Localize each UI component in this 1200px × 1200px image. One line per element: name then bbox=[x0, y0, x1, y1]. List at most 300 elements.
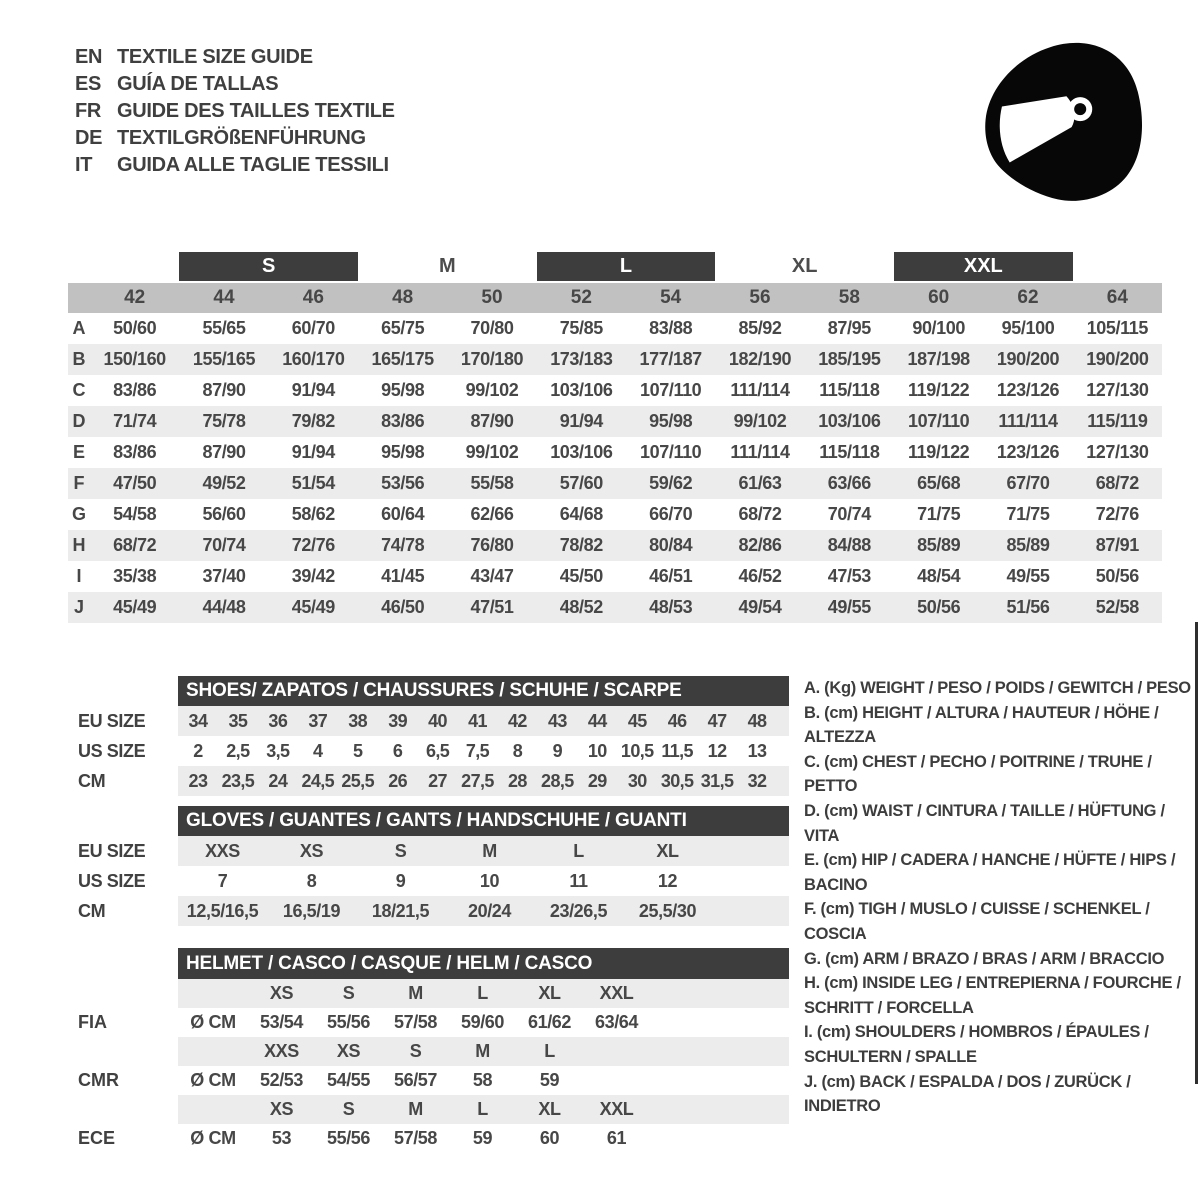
table-row bbox=[178, 836, 789, 866]
measurement-rows bbox=[68, 313, 1162, 623]
size-value-cell: 39/42 bbox=[291, 566, 335, 586]
right-edge-line bbox=[1195, 622, 1198, 1084]
racing-helmet-icon bbox=[972, 30, 1154, 202]
size-value-cell: 49/54 bbox=[738, 597, 782, 617]
size-band-xl: XL bbox=[791, 255, 818, 277]
size-value-cell: 70/74 bbox=[202, 535, 246, 555]
size-value-cell: 48/52 bbox=[559, 597, 603, 617]
size-value-cell: 79/82 bbox=[291, 411, 335, 431]
glove-size-cell: 11 bbox=[569, 870, 588, 891]
shoes-table bbox=[178, 676, 789, 796]
size-value-cell: 74/78 bbox=[381, 535, 425, 555]
glove-size-cell: XS bbox=[299, 840, 324, 861]
shoe-size-cell: 40 bbox=[428, 710, 447, 731]
shoes-title-bar: SHOES/ ZAPATOS / CHAUSSURES / SCHUHE / SCARPE bbox=[178, 676, 789, 706]
size-value-cell: 45/49 bbox=[291, 597, 335, 617]
size-value-cell: 70/80 bbox=[470, 318, 514, 338]
size-value-cell: 115/118 bbox=[819, 442, 880, 462]
unit-cell: Ø CM bbox=[190, 1012, 236, 1032]
table-row bbox=[68, 406, 1162, 437]
shoe-size-cell: 27 bbox=[428, 770, 447, 791]
helmet-size-cell: M bbox=[408, 983, 423, 1003]
helmet-value-cell: 57/58 bbox=[393, 1128, 438, 1148]
size-value-cell: 107/110 bbox=[640, 442, 702, 462]
legend-item: E. (cm) HIP / CADERA / HANCHE / HÜFTE / HIPS / BACINO bbox=[804, 851, 1176, 894]
table-row bbox=[68, 499, 1162, 530]
helmet-size-cell: L bbox=[544, 1041, 555, 1061]
row-key: I bbox=[76, 566, 82, 586]
size-value-cell: 48/53 bbox=[649, 597, 693, 617]
size-value-cell: 82/86 bbox=[738, 535, 782, 555]
shoe-size-cell: 46 bbox=[667, 710, 687, 731]
size-value-cell: 49/55 bbox=[1006, 566, 1050, 586]
helmet-value-cell: 53/54 bbox=[259, 1012, 304, 1032]
shoe-size-cell: 31,5 bbox=[700, 770, 734, 791]
size-value-cell: 50/56 bbox=[917, 597, 961, 617]
size-value-cell: 87/90 bbox=[202, 442, 246, 462]
size-value-cell: 75/78 bbox=[202, 411, 246, 431]
shoe-size-cell: 30,5 bbox=[660, 770, 694, 791]
numeric-size-cell: 42 bbox=[124, 287, 146, 308]
shoe-size-cell: 41 bbox=[468, 710, 487, 731]
size-value-cell: 103/106 bbox=[550, 380, 613, 400]
helmet-size-cell: XS bbox=[269, 983, 294, 1003]
size-value-cell: 87/90 bbox=[470, 411, 514, 431]
size-value-cell: 53/56 bbox=[381, 473, 425, 493]
shoes-row-label-us: US SIZE bbox=[78, 740, 146, 761]
shoe-size-cell: 2,5 bbox=[226, 740, 250, 761]
size-value-cell: 68/72 bbox=[113, 535, 157, 555]
gloves-table bbox=[178, 806, 789, 926]
size-band-m: M bbox=[438, 255, 456, 277]
helmet-value-row bbox=[178, 1066, 789, 1095]
size-value-cell: 182/190 bbox=[728, 349, 792, 369]
numeric-size-cell: 50 bbox=[481, 287, 503, 308]
helmet-size-cell: XL bbox=[538, 983, 561, 1003]
size-value-cell: 57/60 bbox=[559, 473, 603, 493]
helmet-size-header-row bbox=[178, 979, 789, 1008]
measurement-legend bbox=[804, 676, 1200, 1119]
size-value-cell: 63/66 bbox=[827, 473, 871, 493]
shoe-size-cell: 42 bbox=[508, 710, 527, 731]
helmet-size-cell: XXL bbox=[599, 1099, 634, 1119]
letter-band-row bbox=[68, 252, 1162, 281]
numeric-size-cell: 60 bbox=[928, 287, 950, 308]
size-value-cell: 35/38 bbox=[113, 566, 157, 586]
size-value-cell: 85/89 bbox=[1006, 535, 1050, 555]
row-key: C bbox=[72, 380, 86, 400]
size-value-cell: 65/68 bbox=[917, 473, 961, 493]
helmet-value-cell: 59/60 bbox=[460, 1012, 505, 1032]
language-title: GUIDA ALLE TAGLIE TESSILI bbox=[117, 154, 389, 176]
size-value-cell: 71/75 bbox=[917, 504, 961, 524]
size-value-cell: 68/72 bbox=[738, 504, 782, 524]
size-value-cell: 80/84 bbox=[649, 535, 693, 555]
glove-size-cell: 23/26,5 bbox=[549, 900, 608, 921]
size-value-cell: 48/54 bbox=[917, 566, 961, 586]
size-value-cell: 103/106 bbox=[818, 411, 881, 431]
size-value-cell: 99/102 bbox=[465, 442, 519, 462]
language-code: DE bbox=[75, 127, 103, 149]
size-value-cell: 47/53 bbox=[827, 566, 871, 586]
shoe-size-cell: 37 bbox=[308, 710, 328, 731]
helmet-size-cell: M bbox=[408, 1099, 423, 1119]
language-row bbox=[75, 152, 395, 179]
size-value-cell: 58/62 bbox=[291, 504, 335, 524]
glove-size-cell: 20/24 bbox=[467, 900, 512, 921]
size-value-cell: 76/80 bbox=[470, 535, 514, 555]
row-key: B bbox=[72, 349, 86, 369]
row-key: J bbox=[73, 597, 84, 617]
gloves-row-label-eu: EU SIZE bbox=[78, 840, 146, 861]
table-row bbox=[68, 468, 1162, 499]
shoe-size-cell: 26 bbox=[388, 770, 408, 791]
shoe-size-cell: 27,5 bbox=[461, 770, 494, 791]
helmet-value-cell: 57/58 bbox=[393, 1012, 438, 1032]
size-value-cell: 95/98 bbox=[381, 380, 425, 400]
size-value-cell: 95/100 bbox=[1001, 318, 1055, 338]
size-value-cell: 61/63 bbox=[738, 473, 782, 493]
helmet-size-cell: M bbox=[475, 1041, 490, 1061]
numeric-size-cell: 64 bbox=[1106, 287, 1128, 308]
legend-item: J. (cm) BACK / ESPALDA / DOS / ZURÜCK / INDIETRO bbox=[804, 1072, 1131, 1116]
helmet-value-cell: 56/57 bbox=[393, 1070, 438, 1090]
helmet-value-cell bbox=[583, 1066, 650, 1095]
helmet-value-cell: 55/56 bbox=[326, 1128, 371, 1148]
size-value-cell: 45/50 bbox=[559, 566, 603, 586]
helmet-size-header-row bbox=[178, 1037, 789, 1066]
size-value-cell: 185/195 bbox=[818, 349, 881, 369]
size-value-cell: 49/52 bbox=[202, 473, 246, 493]
size-value-cell: 160/170 bbox=[282, 349, 345, 369]
shoe-size-cell: 9 bbox=[552, 740, 563, 761]
table-row bbox=[178, 896, 789, 926]
glove-size-cell: M bbox=[482, 840, 497, 861]
shoe-size-cell: 36 bbox=[268, 710, 288, 731]
language-header bbox=[75, 44, 395, 179]
size-value-cell: 170/180 bbox=[460, 349, 524, 369]
legend-item: D. (cm) WAIST / CINTURA / TAILLE / HÜFTUNG / VITA bbox=[804, 801, 1165, 845]
size-value-cell: 107/110 bbox=[908, 411, 970, 431]
size-value-cell: 83/86 bbox=[381, 411, 425, 431]
size-band-l: L bbox=[537, 252, 716, 281]
shoes-row-label-eu: EU SIZE bbox=[78, 710, 146, 731]
size-value-cell: 52/58 bbox=[1095, 597, 1139, 617]
helmet-size-cell: XS bbox=[269, 1099, 294, 1119]
helmet-size-cell: S bbox=[342, 1099, 355, 1119]
size-value-cell: 78/82 bbox=[559, 535, 603, 555]
size-value-cell: 55/65 bbox=[202, 318, 246, 338]
size-value-cell: 75/85 bbox=[559, 318, 603, 338]
gloves-row-label-cm: CM bbox=[78, 900, 106, 921]
size-value-cell: 51/54 bbox=[291, 473, 335, 493]
shoe-size-cell: 8 bbox=[512, 740, 523, 761]
size-value-cell: 71/75 bbox=[1006, 504, 1050, 524]
table-row bbox=[68, 344, 1162, 375]
helmet-value-cell: 59 bbox=[472, 1128, 493, 1148]
size-value-cell: 99/102 bbox=[733, 411, 787, 431]
numeric-size-cell: 58 bbox=[838, 287, 860, 308]
shoe-size-cell: 28,5 bbox=[541, 770, 574, 791]
language-title: GUÍA DE TALLAS bbox=[117, 73, 279, 95]
size-band-xxl: XXL bbox=[894, 252, 1073, 281]
glove-size-cell: XXS bbox=[205, 840, 240, 861]
size-value-cell: 165/175 bbox=[371, 349, 434, 369]
size-value-cell: 51/56 bbox=[1006, 597, 1050, 617]
row-key: A bbox=[72, 318, 86, 338]
size-value-cell: 90/100 bbox=[912, 318, 965, 338]
size-value-cell: 107/110 bbox=[640, 380, 702, 400]
helmet-value-cell: 53 bbox=[271, 1128, 292, 1148]
size-value-cell: 45/49 bbox=[113, 597, 157, 617]
language-row bbox=[75, 71, 395, 98]
size-value-cell: 91/94 bbox=[291, 442, 335, 462]
standard-label-fia: FIA bbox=[78, 1012, 107, 1032]
shoe-size-cell: 44 bbox=[587, 710, 607, 731]
shoe-size-cell: 23 bbox=[188, 770, 208, 791]
numeric-size-cell: 54 bbox=[660, 287, 682, 308]
size-value-cell: 47/51 bbox=[470, 597, 514, 617]
table-row bbox=[178, 706, 789, 736]
size-value-cell: 44/48 bbox=[202, 597, 246, 617]
table-row bbox=[68, 561, 1162, 592]
helmet-value-cell: 58 bbox=[472, 1070, 493, 1090]
size-value-cell: 115/119 bbox=[1087, 411, 1148, 431]
legend-item: B. (cm) HEIGHT / ALTURA / HAUTEUR / HÖHE / ALTEZZA bbox=[804, 703, 1159, 747]
row-key: G bbox=[71, 504, 86, 524]
shoe-size-cell: 29 bbox=[587, 770, 607, 791]
table-row bbox=[68, 592, 1162, 623]
language-title: TEXTILGRÖßENFÜHRUNG bbox=[117, 127, 366, 149]
shoe-size-cell: 30 bbox=[627, 770, 647, 791]
size-value-cell: 55/58 bbox=[470, 473, 514, 493]
unit-spacer-cell bbox=[178, 1037, 248, 1066]
numeric-size-cell: 62 bbox=[1017, 287, 1039, 308]
helmet-value-cell: 52/53 bbox=[259, 1070, 304, 1090]
size-value-cell: 85/89 bbox=[917, 535, 961, 555]
shoe-size-cell: 10 bbox=[587, 740, 607, 761]
legend-item: F. (cm) TIGH / MUSLO / CUISSE / SCHENKEL / COSCIA bbox=[804, 900, 1150, 943]
helmet-value-cell: 61/62 bbox=[527, 1012, 572, 1032]
numeric-size-cell: 48 bbox=[392, 287, 414, 308]
standard-label-cmr: CMR bbox=[78, 1070, 119, 1090]
numeric-size-cell: 52 bbox=[570, 287, 592, 308]
table-row bbox=[178, 736, 789, 766]
shoe-size-cell: 48 bbox=[747, 710, 767, 731]
helmet-value-cell: 61 bbox=[606, 1128, 627, 1148]
size-value-cell: 59/62 bbox=[649, 473, 693, 493]
shoe-size-cell: 25,5 bbox=[341, 770, 374, 791]
shoe-size-cell: 39 bbox=[388, 710, 408, 731]
size-value-cell: 46/52 bbox=[738, 566, 782, 586]
size-value-cell: 65/75 bbox=[381, 318, 425, 338]
size-value-cell: 111/114 bbox=[998, 411, 1058, 431]
size-value-cell: 87/91 bbox=[1095, 535, 1139, 555]
shoe-size-cell: 28 bbox=[508, 770, 527, 791]
table-row bbox=[68, 437, 1162, 468]
helmet-title-bar: HELMET / CASCO / CASQUE / HELM / CASCO bbox=[178, 948, 789, 979]
legend-item: I. (cm) SHOULDERS / HOMBROS / ÉPAULES / SCHULTERN / SPALLE bbox=[804, 1023, 1149, 1066]
size-value-cell: 56/60 bbox=[202, 504, 246, 524]
size-value-cell: 105/115 bbox=[1086, 318, 1148, 338]
shoe-size-cell: 6 bbox=[392, 740, 403, 761]
table-row bbox=[178, 866, 789, 896]
helmet-size-cell: XL bbox=[538, 1099, 561, 1119]
size-value-cell: 190/200 bbox=[1086, 349, 1149, 369]
shoe-size-cell: 38 bbox=[348, 710, 368, 731]
size-value-cell: 155/165 bbox=[192, 349, 256, 369]
size-value-cell: 66/70 bbox=[649, 504, 693, 524]
size-value-cell: 60/64 bbox=[381, 504, 425, 524]
size-value-cell: 67/70 bbox=[1006, 473, 1050, 493]
language-row bbox=[75, 125, 395, 152]
helmet-size-cell: S bbox=[342, 983, 355, 1003]
shoe-size-cell: 12 bbox=[707, 740, 727, 761]
helmet-size-cell: L bbox=[477, 1099, 488, 1119]
helmet-size-cell: XS bbox=[336, 1041, 361, 1061]
size-value-cell: 150/160 bbox=[103, 349, 166, 369]
numeric-size-cell: 44 bbox=[213, 287, 235, 308]
size-value-cell: 177/187 bbox=[639, 349, 702, 369]
glove-size-cell: 8 bbox=[306, 870, 317, 891]
helmet-value-cell: 54/55 bbox=[326, 1070, 371, 1090]
size-value-cell: 50/56 bbox=[1095, 566, 1139, 586]
shoes-row-label-cm: CM bbox=[78, 770, 106, 791]
language-code: IT bbox=[75, 154, 93, 176]
shoe-size-cell: 10,5 bbox=[620, 740, 654, 761]
size-value-cell: 187/198 bbox=[907, 349, 970, 369]
shoe-size-cell: 2 bbox=[193, 740, 203, 761]
size-value-cell: 46/51 bbox=[649, 566, 693, 586]
size-value-cell: 85/92 bbox=[738, 318, 782, 338]
helmet-size-cell: L bbox=[477, 983, 488, 1003]
shoe-size-cell: 24,5 bbox=[301, 770, 335, 791]
numeric-size-header-row bbox=[68, 283, 1162, 313]
glove-size-cell: 16,5/19 bbox=[282, 900, 341, 921]
size-value-cell: 87/90 bbox=[202, 380, 246, 400]
legend-item: G. (cm) ARM / BRAZO / BRAS / ARM / BRACCIO bbox=[804, 949, 1165, 968]
helmet-value-cell: 55/56 bbox=[326, 1012, 371, 1032]
glove-size-cell: L bbox=[573, 840, 584, 861]
helmet-value-row bbox=[178, 1008, 789, 1037]
size-value-cell: 62/66 bbox=[470, 504, 514, 524]
size-value-cell: 60/70 bbox=[291, 318, 335, 338]
size-value-cell: 41/45 bbox=[381, 566, 425, 586]
shoe-size-cell: 4 bbox=[313, 740, 323, 761]
shoe-size-cell: 3,5 bbox=[266, 740, 290, 761]
corner-cell bbox=[68, 283, 90, 313]
helmet-size-header-row bbox=[178, 1095, 789, 1124]
unit-spacer-cell bbox=[178, 979, 248, 1008]
size-value-cell: 83/86 bbox=[113, 442, 157, 462]
size-value-cell: 103/106 bbox=[550, 442, 613, 462]
helmet-table bbox=[178, 948, 789, 1153]
row-key: E bbox=[72, 442, 85, 462]
glove-size-cell: 12,5/16,5 bbox=[186, 900, 259, 921]
language-code: EN bbox=[75, 46, 103, 68]
helmet-size-cell bbox=[583, 1037, 650, 1066]
size-value-cell: 99/102 bbox=[465, 380, 519, 400]
size-value-cell: 115/118 bbox=[819, 380, 880, 400]
shoe-size-cell: 24 bbox=[268, 770, 288, 791]
glove-size-cell: 18/21,5 bbox=[371, 900, 430, 921]
language-row bbox=[75, 98, 395, 125]
shoe-size-cell: 23,5 bbox=[221, 770, 255, 791]
shoe-size-cell: 47 bbox=[707, 710, 727, 731]
size-value-cell: 83/86 bbox=[113, 380, 157, 400]
size-value-cell: 72/76 bbox=[291, 535, 335, 555]
language-title: TEXTILE SIZE GUIDE bbox=[117, 46, 313, 68]
size-value-cell: 87/95 bbox=[827, 318, 871, 338]
helmet-size-cell: S bbox=[409, 1041, 422, 1061]
size-value-cell: 119/122 bbox=[908, 442, 970, 462]
shoe-size-cell: 32 bbox=[747, 770, 767, 791]
language-title: GUIDE DES TAILLES TEXTILE bbox=[117, 100, 395, 122]
table-row bbox=[178, 766, 789, 796]
size-value-cell: 111/114 bbox=[730, 442, 790, 462]
glove-size-cell: XL bbox=[656, 840, 679, 861]
shoe-size-cell: 7,5 bbox=[465, 740, 490, 761]
size-value-cell: 123/126 bbox=[996, 442, 1060, 462]
size-value-cell: 50/60 bbox=[113, 318, 157, 338]
shoe-size-cell: 5 bbox=[352, 740, 363, 761]
standard-label-ece: ECE bbox=[78, 1128, 116, 1148]
size-value-cell: 173/183 bbox=[550, 349, 613, 369]
row-key: F bbox=[73, 473, 85, 493]
size-value-cell: 91/94 bbox=[291, 380, 335, 400]
shoe-size-cell: 11,5 bbox=[661, 740, 693, 761]
unit-cell: Ø CM bbox=[190, 1070, 236, 1090]
row-key: D bbox=[72, 411, 86, 431]
language-code: FR bbox=[75, 100, 102, 122]
glove-size-cell: 10 bbox=[479, 870, 500, 891]
shoe-size-cell: 6,5 bbox=[425, 740, 450, 761]
size-value-cell: 190/200 bbox=[996, 349, 1060, 369]
size-band-s: S bbox=[179, 252, 358, 281]
size-value-cell: 49/55 bbox=[827, 597, 871, 617]
size-value-cell: 95/98 bbox=[649, 411, 693, 431]
helmet-value-cell: 63/64 bbox=[594, 1012, 639, 1032]
language-row bbox=[75, 44, 395, 71]
helmet-value-cell: 59 bbox=[539, 1070, 560, 1090]
size-value-cell: 111/114 bbox=[730, 380, 790, 400]
glove-size-cell: S bbox=[394, 840, 407, 861]
glove-size-cell: 9 bbox=[395, 870, 406, 891]
gloves-title-bar: GLOVES / GUANTES / GANTS / HANDSCHUHE / GUANTI bbox=[178, 806, 789, 836]
legend-item: C. (cm) CHEST / PECHO / POITRINE / TRUHE / PETTO bbox=[804, 752, 1152, 796]
gloves-row-label-us: US SIZE bbox=[78, 870, 146, 891]
size-value-cell: 47/50 bbox=[113, 473, 157, 493]
size-value-cell: 127/130 bbox=[1086, 380, 1149, 400]
shoe-size-cell: 45 bbox=[627, 710, 647, 731]
language-code: ES bbox=[75, 73, 102, 95]
shoe-size-cell: 43 bbox=[547, 710, 567, 731]
legend-item: H. (cm) INSIDE LEG / ENTREPIERNA / FOURCHE / SCHRITT / FORCELLA bbox=[804, 974, 1181, 1017]
shoe-size-cell: 35 bbox=[228, 710, 248, 731]
helmet-sections bbox=[178, 979, 789, 1153]
size-value-cell: 127/130 bbox=[1086, 442, 1149, 462]
table-row bbox=[68, 313, 1162, 344]
shoe-size-cell: 13 bbox=[747, 740, 767, 761]
helmet-size-cell: XXS bbox=[264, 1041, 299, 1061]
legend-item: A. (Kg) WEIGHT / PESO / POIDS / GEWITCH / PESO bbox=[804, 679, 1191, 697]
garment-size-table bbox=[68, 252, 1162, 623]
numeric-size-cell: 46 bbox=[302, 287, 324, 308]
glove-size-cell: 7 bbox=[217, 870, 228, 891]
helmet-value-row bbox=[178, 1124, 789, 1153]
size-value-cell: 46/50 bbox=[381, 597, 425, 617]
numeric-size-cell: 56 bbox=[749, 287, 771, 308]
